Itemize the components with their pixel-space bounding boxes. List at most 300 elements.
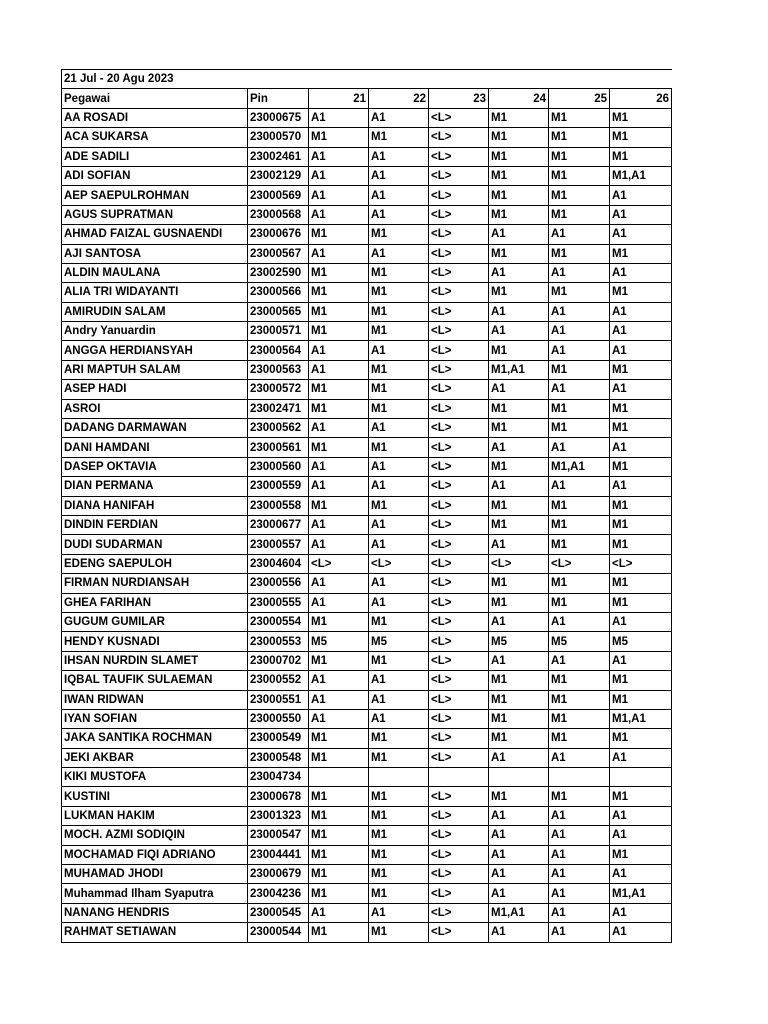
shift-cell: A1 xyxy=(610,263,672,282)
shift-cell: <L> xyxy=(429,632,489,651)
header-day: 22 xyxy=(369,89,429,108)
shift-cell: <L> xyxy=(369,554,429,573)
shift-cell: M1 xyxy=(309,787,369,806)
shift-cell: <L> xyxy=(429,380,489,399)
header-day: 26 xyxy=(610,89,672,108)
employee-name: IYAN SOFIAN xyxy=(62,709,248,728)
shift-cell: M1 xyxy=(309,438,369,457)
shift-cell: <L> xyxy=(429,923,489,942)
employee-name: DADANG DARMAWAN xyxy=(62,419,248,438)
shift-cell: A1 xyxy=(610,748,672,767)
shift-cell: <L> xyxy=(309,554,369,573)
shift-cell: M1 xyxy=(610,244,672,263)
shift-cell: M5 xyxy=(489,632,549,651)
employee-pin: 23000675 xyxy=(248,108,309,127)
employee-pin: 23000556 xyxy=(248,574,309,593)
shift-cell: M1 xyxy=(549,166,610,185)
employee-name: ANGGA HERDIANSYAH xyxy=(62,341,248,360)
employee-name: DIANA HANIFAH xyxy=(62,496,248,515)
shift-cell: M1 xyxy=(489,787,549,806)
shift-cell: <L> xyxy=(429,360,489,379)
shift-cell: M5 xyxy=(309,632,369,651)
shift-cell: M1,A1 xyxy=(489,360,549,379)
shift-cell: M1 xyxy=(369,865,429,884)
shift-cell: <L> xyxy=(429,709,489,728)
shift-cell: A1 xyxy=(549,923,610,942)
shift-cell: A1 xyxy=(369,671,429,690)
shift-cell: M1 xyxy=(610,283,672,302)
employee-name: ALDIN MAULANA xyxy=(62,263,248,282)
header-row xyxy=(62,89,672,108)
table-row xyxy=(62,574,672,593)
shift-cell: A1 xyxy=(610,477,672,496)
header-pin: Pin xyxy=(248,89,309,108)
shift-cell: <L> xyxy=(429,166,489,185)
employee-name: AHMAD FAIZAL GUSNAENDI xyxy=(62,225,248,244)
shift-cell: <L> xyxy=(429,554,489,573)
shift-cell: <L> xyxy=(489,554,549,573)
shift-cell: A1 xyxy=(610,923,672,942)
shift-cell: A1 xyxy=(369,690,429,709)
table-row xyxy=(62,554,672,573)
employee-pin: 23004734 xyxy=(248,768,309,787)
table-row xyxy=(62,399,672,418)
shift-cell: A1 xyxy=(610,865,672,884)
shift-cell: M1 xyxy=(309,302,369,321)
shift-cell: A1 xyxy=(610,380,672,399)
shift-cell: <L> xyxy=(429,612,489,631)
shift-cell: A1 xyxy=(369,108,429,127)
shift-cell: M1 xyxy=(369,845,429,864)
shift-cell: M1 xyxy=(549,574,610,593)
shift-cell: M1 xyxy=(610,729,672,748)
employee-pin: 23000569 xyxy=(248,186,309,205)
shift-cell: A1 xyxy=(309,535,369,554)
employee-pin: 23000571 xyxy=(248,322,309,341)
shift-cell: A1 xyxy=(610,826,672,845)
shift-cell: M1 xyxy=(489,515,549,534)
shift-cell: M1 xyxy=(369,263,429,282)
shift-cell: A1 xyxy=(309,360,369,379)
shift-cell: <L> xyxy=(429,593,489,612)
shift-cell: M1 xyxy=(369,399,429,418)
shift-cell: A1 xyxy=(489,438,549,457)
employee-name: LUKMAN HAKIM xyxy=(62,806,248,825)
employee-name: KIKI MUSTOFA xyxy=(62,768,248,787)
employee-pin: 23000547 xyxy=(248,826,309,845)
employee-pin: 23000552 xyxy=(248,671,309,690)
shift-cell: M1 xyxy=(610,496,672,515)
table-row xyxy=(62,244,672,263)
shift-cell: M1 xyxy=(369,360,429,379)
shift-cell: <L> xyxy=(429,322,489,341)
shift-cell: M1 xyxy=(309,729,369,748)
shift-cell: M1 xyxy=(309,845,369,864)
shift-cell: A1 xyxy=(309,574,369,593)
shift-cell: <L> xyxy=(429,671,489,690)
table-row xyxy=(62,768,672,787)
employee-name: IHSAN NURDIN SLAMET xyxy=(62,651,248,670)
shift-cell: M1 xyxy=(549,205,610,224)
shift-cell: M1,A1 xyxy=(610,709,672,728)
shift-cell: M1,A1 xyxy=(549,457,610,476)
table-row xyxy=(62,477,672,496)
shift-cell: M1 xyxy=(549,787,610,806)
shift-cell: A1 xyxy=(610,322,672,341)
shift-cell: A1 xyxy=(309,593,369,612)
shift-cell: M1 xyxy=(309,612,369,631)
employee-name: AGUS SUPRATMAN xyxy=(62,205,248,224)
shift-cell: A1 xyxy=(610,438,672,457)
shift-cell: M1 xyxy=(369,651,429,670)
employee-pin: 23000545 xyxy=(248,903,309,922)
shift-cell: M1 xyxy=(369,438,429,457)
shift-cell: <L> xyxy=(429,419,489,438)
table-row xyxy=(62,903,672,922)
table-row xyxy=(62,690,672,709)
employee-pin: 23000561 xyxy=(248,438,309,457)
shift-cell: A1 xyxy=(549,903,610,922)
shift-cell: M1 xyxy=(610,671,672,690)
shift-cell: M1 xyxy=(610,690,672,709)
shift-cell: A1 xyxy=(369,244,429,263)
shift-cell: M1 xyxy=(309,283,369,302)
shift-cell: <L> xyxy=(549,554,610,573)
shift-cell: M1 xyxy=(369,787,429,806)
period-row xyxy=(62,70,672,89)
shift-cell: <L> xyxy=(610,554,672,573)
table-row xyxy=(62,380,672,399)
shift-cell: <L> xyxy=(429,186,489,205)
employee-pin: 23000550 xyxy=(248,709,309,728)
shift-cell: A1 xyxy=(549,380,610,399)
shift-cell: A1 xyxy=(489,748,549,767)
shift-cell: <L> xyxy=(429,535,489,554)
shift-cell: M1 xyxy=(369,612,429,631)
employee-name: ADI SOFIAN xyxy=(62,166,248,185)
employee-name: IQBAL TAUFIK SULAEMAN xyxy=(62,671,248,690)
shift-cell: M1,A1 xyxy=(610,166,672,185)
shift-cell: <L> xyxy=(429,244,489,263)
table-row xyxy=(62,709,672,728)
shift-cell: M1 xyxy=(610,515,672,534)
shift-cell: M1 xyxy=(549,709,610,728)
header-day: 23 xyxy=(429,89,489,108)
shift-cell: A1 xyxy=(489,225,549,244)
table-row xyxy=(62,419,672,438)
shift-cell: M1 xyxy=(610,147,672,166)
shift-cell: M1 xyxy=(610,845,672,864)
shift-cell: A1 xyxy=(489,302,549,321)
shift-cell: A1 xyxy=(369,186,429,205)
shift-cell: M1 xyxy=(309,865,369,884)
shift-cell: A1 xyxy=(309,244,369,263)
header-day: 25 xyxy=(549,89,610,108)
table-row xyxy=(62,263,672,282)
table-row xyxy=(62,128,672,147)
shift-cell: M1 xyxy=(549,690,610,709)
table-row xyxy=(62,341,672,360)
employee-name: EDENG SAEPULOH xyxy=(62,554,248,573)
shift-cell: A1 xyxy=(489,380,549,399)
shift-cell: A1 xyxy=(309,457,369,476)
shift-cell: M1 xyxy=(489,729,549,748)
employee-name: IWAN RIDWAN xyxy=(62,690,248,709)
shift-cell: A1 xyxy=(549,826,610,845)
shift-cell: <L> xyxy=(429,651,489,670)
shift-cell: M1 xyxy=(549,244,610,263)
employee-pin: 23000554 xyxy=(248,612,309,631)
shift-cell: M1 xyxy=(549,108,610,127)
shift-cell: M1 xyxy=(369,923,429,942)
shift-cell: A1 xyxy=(610,205,672,224)
employee-name: ADE SADILI xyxy=(62,147,248,166)
shift-cell: M1 xyxy=(369,302,429,321)
table-row xyxy=(62,496,672,515)
shift-cell: M1 xyxy=(549,535,610,554)
shift-cell: A1 xyxy=(369,166,429,185)
shift-cell: A1 xyxy=(549,263,610,282)
employee-name: RAHMAT SETIAWAN xyxy=(62,923,248,942)
shift-cell: <L> xyxy=(429,884,489,903)
shift-cell: M1 xyxy=(610,108,672,127)
shift-cell: M1 xyxy=(489,399,549,418)
period-label: 21 Jul - 20 Agu 2023 xyxy=(62,70,672,89)
shift-cell: <L> xyxy=(429,147,489,166)
shift-cell: A1 xyxy=(489,806,549,825)
shift-cell: A1 xyxy=(309,515,369,534)
employee-pin: 23000557 xyxy=(248,535,309,554)
shift-cell: A1 xyxy=(369,341,429,360)
shift-cell: A1 xyxy=(489,322,549,341)
shift-cell: A1 xyxy=(309,671,369,690)
shift-cell: M5 xyxy=(369,632,429,651)
employee-name: ARI MAPTUH SALAM xyxy=(62,360,248,379)
shift-cell: A1 xyxy=(309,186,369,205)
shift-cell: M1 xyxy=(309,651,369,670)
shift-cell: A1 xyxy=(369,205,429,224)
shift-cell: M1 xyxy=(489,128,549,147)
employee-name: DUDI SUDARMAN xyxy=(62,535,248,554)
shift-cell: A1 xyxy=(549,341,610,360)
employee-name: AA ROSADI xyxy=(62,108,248,127)
employee-name: KUSTINI xyxy=(62,787,248,806)
shift-cell: M1 xyxy=(489,186,549,205)
employee-name: HENDY KUSNADI xyxy=(62,632,248,651)
shift-cell: <L> xyxy=(429,729,489,748)
shift-cell: A1 xyxy=(610,186,672,205)
employee-name: ASROI xyxy=(62,399,248,418)
shift-cell: A1 xyxy=(369,147,429,166)
shift-cell: M1 xyxy=(489,283,549,302)
shift-cell: A1 xyxy=(489,651,549,670)
employee-pin: 23000564 xyxy=(248,341,309,360)
employee-pin: 23002129 xyxy=(248,166,309,185)
shift-cell: A1 xyxy=(489,865,549,884)
employee-pin: 23000555 xyxy=(248,593,309,612)
shift-cell: M1,A1 xyxy=(489,903,549,922)
table-row xyxy=(62,632,672,651)
shift-cell: <L> xyxy=(429,515,489,534)
shift-cell: M5 xyxy=(549,632,610,651)
employee-name: GHEA FARIHAN xyxy=(62,593,248,612)
shift-cell: A1 xyxy=(369,419,429,438)
shift-cell xyxy=(369,768,429,787)
shift-cell: M1 xyxy=(309,380,369,399)
shift-cell: M1 xyxy=(489,341,549,360)
shift-cell: <L> xyxy=(429,845,489,864)
table-row xyxy=(62,729,672,748)
employee-name: DASEP OKTAVIA xyxy=(62,457,248,476)
shift-cell: <L> xyxy=(429,225,489,244)
shift-cell: M1 xyxy=(309,884,369,903)
shift-cell: <L> xyxy=(429,477,489,496)
shift-cell: A1 xyxy=(369,457,429,476)
employee-pin: 23000558 xyxy=(248,496,309,515)
employee-name: ACA SUKARSA xyxy=(62,128,248,147)
employee-pin: 23002471 xyxy=(248,399,309,418)
table-row xyxy=(62,322,672,341)
shift-cell: A1 xyxy=(369,535,429,554)
table-row xyxy=(62,748,672,767)
employee-name: ASEP HADI xyxy=(62,380,248,399)
employee-name: DANI HAMDANI xyxy=(62,438,248,457)
employee-pin: 23004236 xyxy=(248,884,309,903)
shift-cell: A1 xyxy=(610,903,672,922)
table-row xyxy=(62,845,672,864)
shift-cell: M1 xyxy=(549,515,610,534)
shift-cell: M1 xyxy=(489,593,549,612)
shift-cell: M1 xyxy=(610,128,672,147)
shift-cell: M1 xyxy=(489,457,549,476)
employee-name: DIAN PERMANA xyxy=(62,477,248,496)
shift-cell: M1 xyxy=(549,496,610,515)
shift-cell: A1 xyxy=(309,477,369,496)
shift-cell: M1 xyxy=(610,593,672,612)
shift-cell: A1 xyxy=(309,419,369,438)
table-row xyxy=(62,923,672,942)
employee-name: Muhammad Ilham Syaputra xyxy=(62,884,248,903)
shift-cell: M1 xyxy=(489,671,549,690)
shift-cell: M1 xyxy=(369,884,429,903)
employee-pin: 23000568 xyxy=(248,205,309,224)
shift-cell: M1 xyxy=(610,457,672,476)
table-row xyxy=(62,806,672,825)
shift-cell: <L> xyxy=(429,341,489,360)
shift-cell: A1 xyxy=(309,341,369,360)
table-row xyxy=(62,205,672,224)
shift-cell: A1 xyxy=(489,263,549,282)
table-row xyxy=(62,302,672,321)
shift-cell xyxy=(549,768,610,787)
shift-cell: <L> xyxy=(429,263,489,282)
employee-pin: 23000677 xyxy=(248,515,309,534)
table-row xyxy=(62,865,672,884)
shift-cell: A1 xyxy=(549,438,610,457)
shift-cell: A1 xyxy=(549,302,610,321)
employee-pin: 23000567 xyxy=(248,244,309,263)
table-row xyxy=(62,108,672,127)
shift-cell: M1 xyxy=(369,806,429,825)
shift-cell: M1 xyxy=(369,322,429,341)
employee-pin: 23004604 xyxy=(248,554,309,573)
shift-cell: A1 xyxy=(369,574,429,593)
shift-cell xyxy=(429,768,489,787)
shift-cell xyxy=(309,768,369,787)
shift-cell: A1 xyxy=(489,884,549,903)
employee-pin: 23004441 xyxy=(248,845,309,864)
shift-cell: A1 xyxy=(309,205,369,224)
shift-cell: M1 xyxy=(549,593,610,612)
shift-cell: M1 xyxy=(489,496,549,515)
employee-name: DINDIN FERDIAN xyxy=(62,515,248,534)
shift-cell: <L> xyxy=(429,302,489,321)
employee-name: GUGUM GUMILAR xyxy=(62,612,248,631)
header-day: 24 xyxy=(489,89,549,108)
shift-cell: <L> xyxy=(429,399,489,418)
shift-cell: A1 xyxy=(489,612,549,631)
shift-cell: A1 xyxy=(489,826,549,845)
shift-cell: <L> xyxy=(429,690,489,709)
shift-cell: A1 xyxy=(369,477,429,496)
shift-cell: M1 xyxy=(549,729,610,748)
table-row xyxy=(62,612,672,631)
shift-cell xyxy=(610,768,672,787)
shift-cell: M1 xyxy=(549,283,610,302)
employee-name: MOCH. AZMI SODIQIN xyxy=(62,826,248,845)
attendance-table xyxy=(61,69,672,943)
shift-cell: <L> xyxy=(429,108,489,127)
table-row xyxy=(62,515,672,534)
shift-cell: A1 xyxy=(610,806,672,825)
employee-pin: 23000563 xyxy=(248,360,309,379)
shift-cell: M1 xyxy=(489,244,549,263)
shift-cell: M1 xyxy=(309,806,369,825)
employee-pin: 23000562 xyxy=(248,419,309,438)
shift-cell: <L> xyxy=(429,574,489,593)
shift-cell: A1 xyxy=(309,108,369,127)
shift-cell: M1 xyxy=(489,709,549,728)
shift-cell: M1 xyxy=(610,360,672,379)
shift-cell: A1 xyxy=(549,477,610,496)
table-row xyxy=(62,360,672,379)
shift-cell xyxy=(489,768,549,787)
shift-cell: M1 xyxy=(489,147,549,166)
table-row xyxy=(62,147,672,166)
shift-cell: M1 xyxy=(309,399,369,418)
shift-cell: M1 xyxy=(369,283,429,302)
shift-cell: M1 xyxy=(549,147,610,166)
employee-pin: 23000679 xyxy=(248,865,309,884)
shift-cell: M1 xyxy=(489,205,549,224)
table-row xyxy=(62,225,672,244)
shift-cell: M1 xyxy=(309,225,369,244)
table-row xyxy=(62,671,672,690)
table-row xyxy=(62,186,672,205)
shift-cell: A1 xyxy=(549,748,610,767)
employee-name: JAKA SANTIKA ROCHMAN xyxy=(62,729,248,748)
shift-cell: A1 xyxy=(309,147,369,166)
table-row xyxy=(62,535,672,554)
shift-cell: A1 xyxy=(549,225,610,244)
shift-cell: A1 xyxy=(309,166,369,185)
shift-cell: M1 xyxy=(309,923,369,942)
employee-pin: 23000553 xyxy=(248,632,309,651)
employee-name: ALIA TRI WIDAYANTI xyxy=(62,283,248,302)
shift-cell: M1 xyxy=(549,360,610,379)
employee-pin: 23000678 xyxy=(248,787,309,806)
table-row xyxy=(62,283,672,302)
